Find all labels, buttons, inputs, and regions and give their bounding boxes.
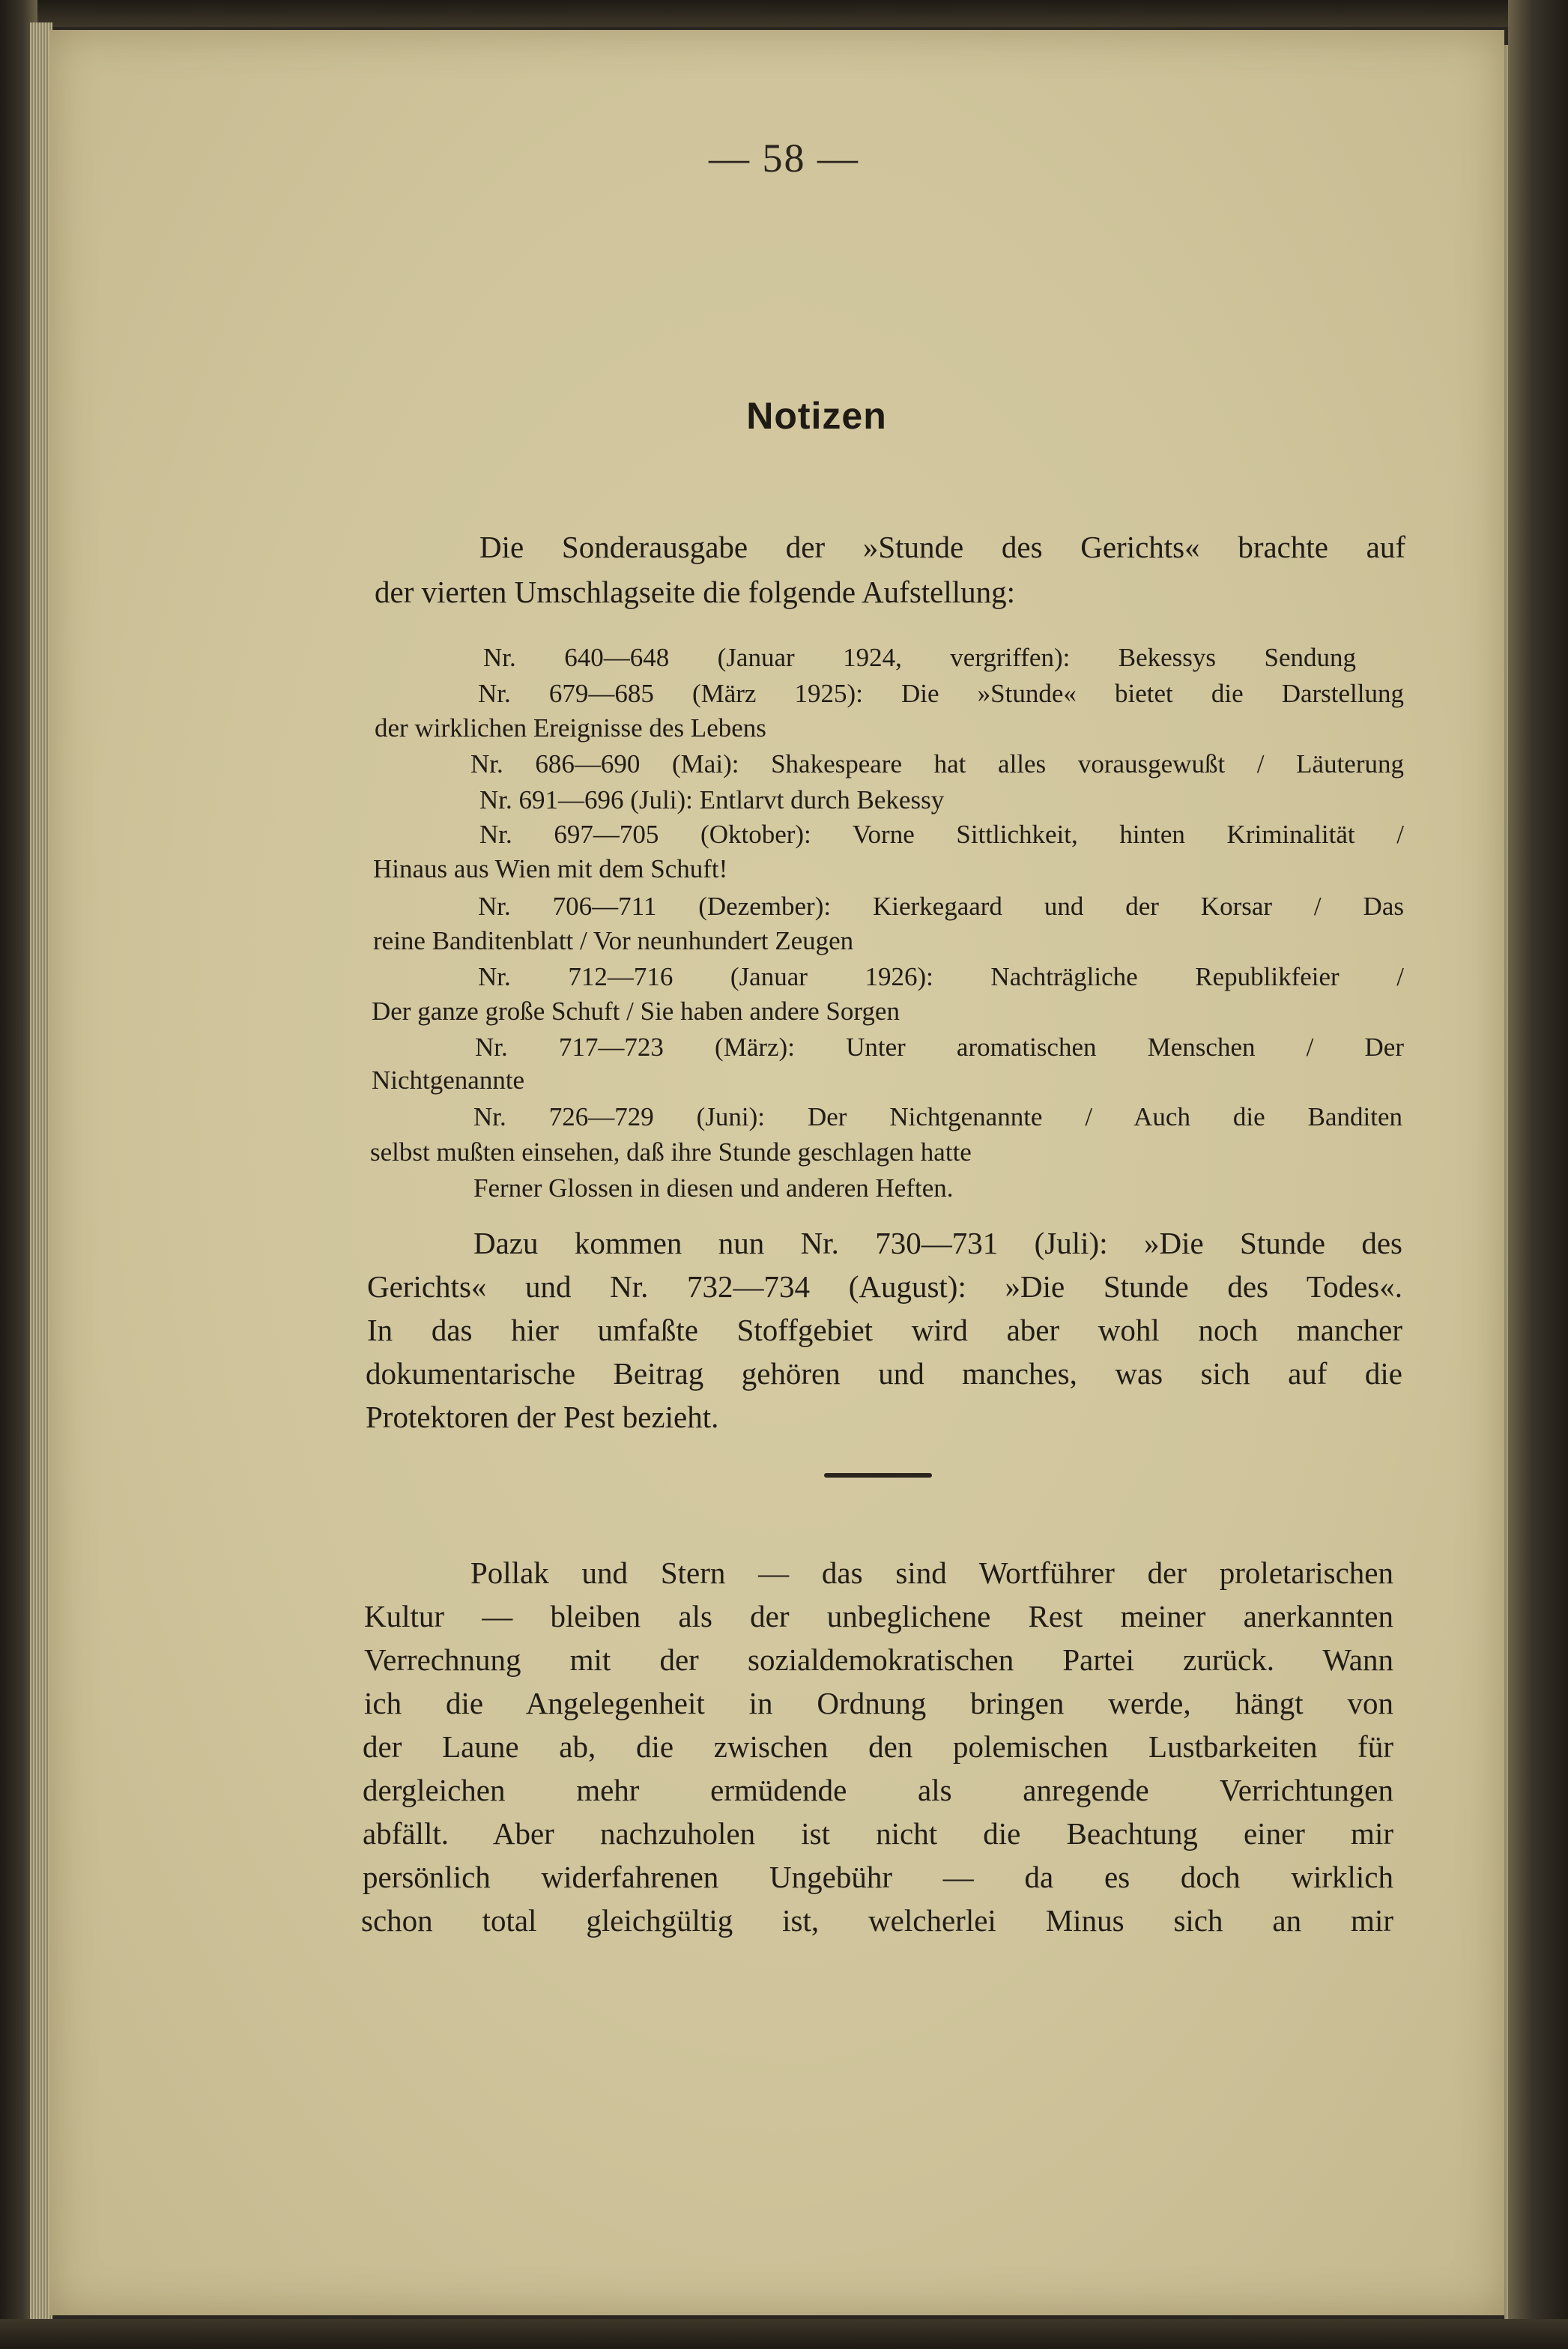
list-line-1: Nr. 640—648 (Januar 1924, vergriffen): Bekessys Sendung <box>483 643 1356 672</box>
scan-border-top <box>0 0 1568 27</box>
para3-line-3: Verrechnung mit der sozialdemokratischen Partei zurück. Wann <box>364 1642 1393 1677</box>
list-line-12: Nr. 717—723 (März): Unter aromatischen Menschen / Der <box>475 1033 1404 1062</box>
intro-line-2: der vierten Umschlagseite die folgende Aufstellung: <box>375 575 1016 609</box>
list-line-2: Nr. 679—685 (März 1925): Die »Stunde« bietet die Darstellung <box>478 679 1404 708</box>
scan-border-right <box>1508 0 1568 2349</box>
list-line-8: Nr. 706—711 (Dezember): Kierkegaard und der Korsar / Das <box>478 892 1404 921</box>
list-line-4: Nr. 686—690 (Mai): Shakespeare hat alles vorausgewußt / Läuterung <box>470 749 1404 779</box>
page-number: — 58 — <box>709 136 859 181</box>
para3-line-9: schon total gleichgültig ist, welcherlei Minus sich an mir <box>361 1903 1393 1938</box>
list-line-9: reine Banditenblatt / Vor neunhundert Zeugen <box>373 926 854 955</box>
para2-line-5: Protektoren der Pest bezieht. <box>366 1400 719 1434</box>
para3-line-5: der Laune ab, die zwischen den polemischen Lustbarkeiten für <box>363 1729 1393 1764</box>
para3-line-1: Pollak und Stern — das sind Wortführer der proletarischen <box>470 1556 1393 1590</box>
list-line-11: Der ganze große Schuft / Sie haben andere Sorgen <box>372 997 900 1026</box>
list-line-7: Hinaus aus Wien mit dem Schuft! <box>373 854 728 883</box>
page-title: Notizen <box>746 395 887 437</box>
para2-line-3: In das hier umfaßte Stoffgebiet wird aber wohl noch mancher <box>367 1313 1402 1347</box>
para3-line-4: ich die Angelegenheit in Ordnung bringen werde, hängt von <box>364 1686 1393 1720</box>
list-line-3: der wirklichen Ereignisse des Lebens <box>375 713 766 743</box>
list-line-10: Nr. 712—716 (Januar 1926): Nachträgliche Republikfeier / <box>478 962 1404 991</box>
intro-line-1: Die Sonderausgabe der »Stunde des Gerichts« brachte auf <box>479 530 1405 564</box>
para2-line-1: Dazu kommen nun Nr. 730—731 (Juli): »Die Stunde des <box>473 1226 1402 1260</box>
list-line-16: Ferner Glossen in diesen und anderen Heften. <box>473 1173 954 1203</box>
scan-border-bottom <box>0 2319 1568 2349</box>
para3-line-2: Kultur — bleiben als der unbeglichene Rest meiner anerkannten <box>364 1599 1393 1633</box>
list-line-6: Nr. 697—705 (Oktober): Vorne Sittlichkeit, hinten Kriminalität / <box>479 820 1404 849</box>
list-line-15: selbst mußten einsehen, daß ihre Stunde geschlagen hatte <box>370 1137 972 1167</box>
para3-line-7: abfällt. Aber nachzuholen ist nicht die Beachtung einer mir <box>363 1816 1393 1851</box>
section-divider <box>824 1473 932 1478</box>
list-line-14: Nr. 726—729 (Juni): Der Nichtgenannte / Auch die Banditen <box>473 1102 1402 1131</box>
list-line-5: Nr. 691—696 (Juli): Entlarvt durch Bekessy <box>479 785 945 814</box>
para3-line-6: dergleichen mehr ermüdende als anregende Verrichtungen <box>363 1773 1393 1807</box>
para3-line-8: persönlich widerfahrenen Ungebühr — da es doch wirklich <box>363 1860 1393 1894</box>
para2-line-4: dokumentarische Beitrag gehören und manches, was sich auf die <box>366 1356 1402 1391</box>
list-line-13: Nichtgenannte <box>372 1065 525 1095</box>
para2-line-2: Gerichts« und Nr. 732—734 (August): »Die Stunde des Todes«. <box>367 1269 1402 1304</box>
